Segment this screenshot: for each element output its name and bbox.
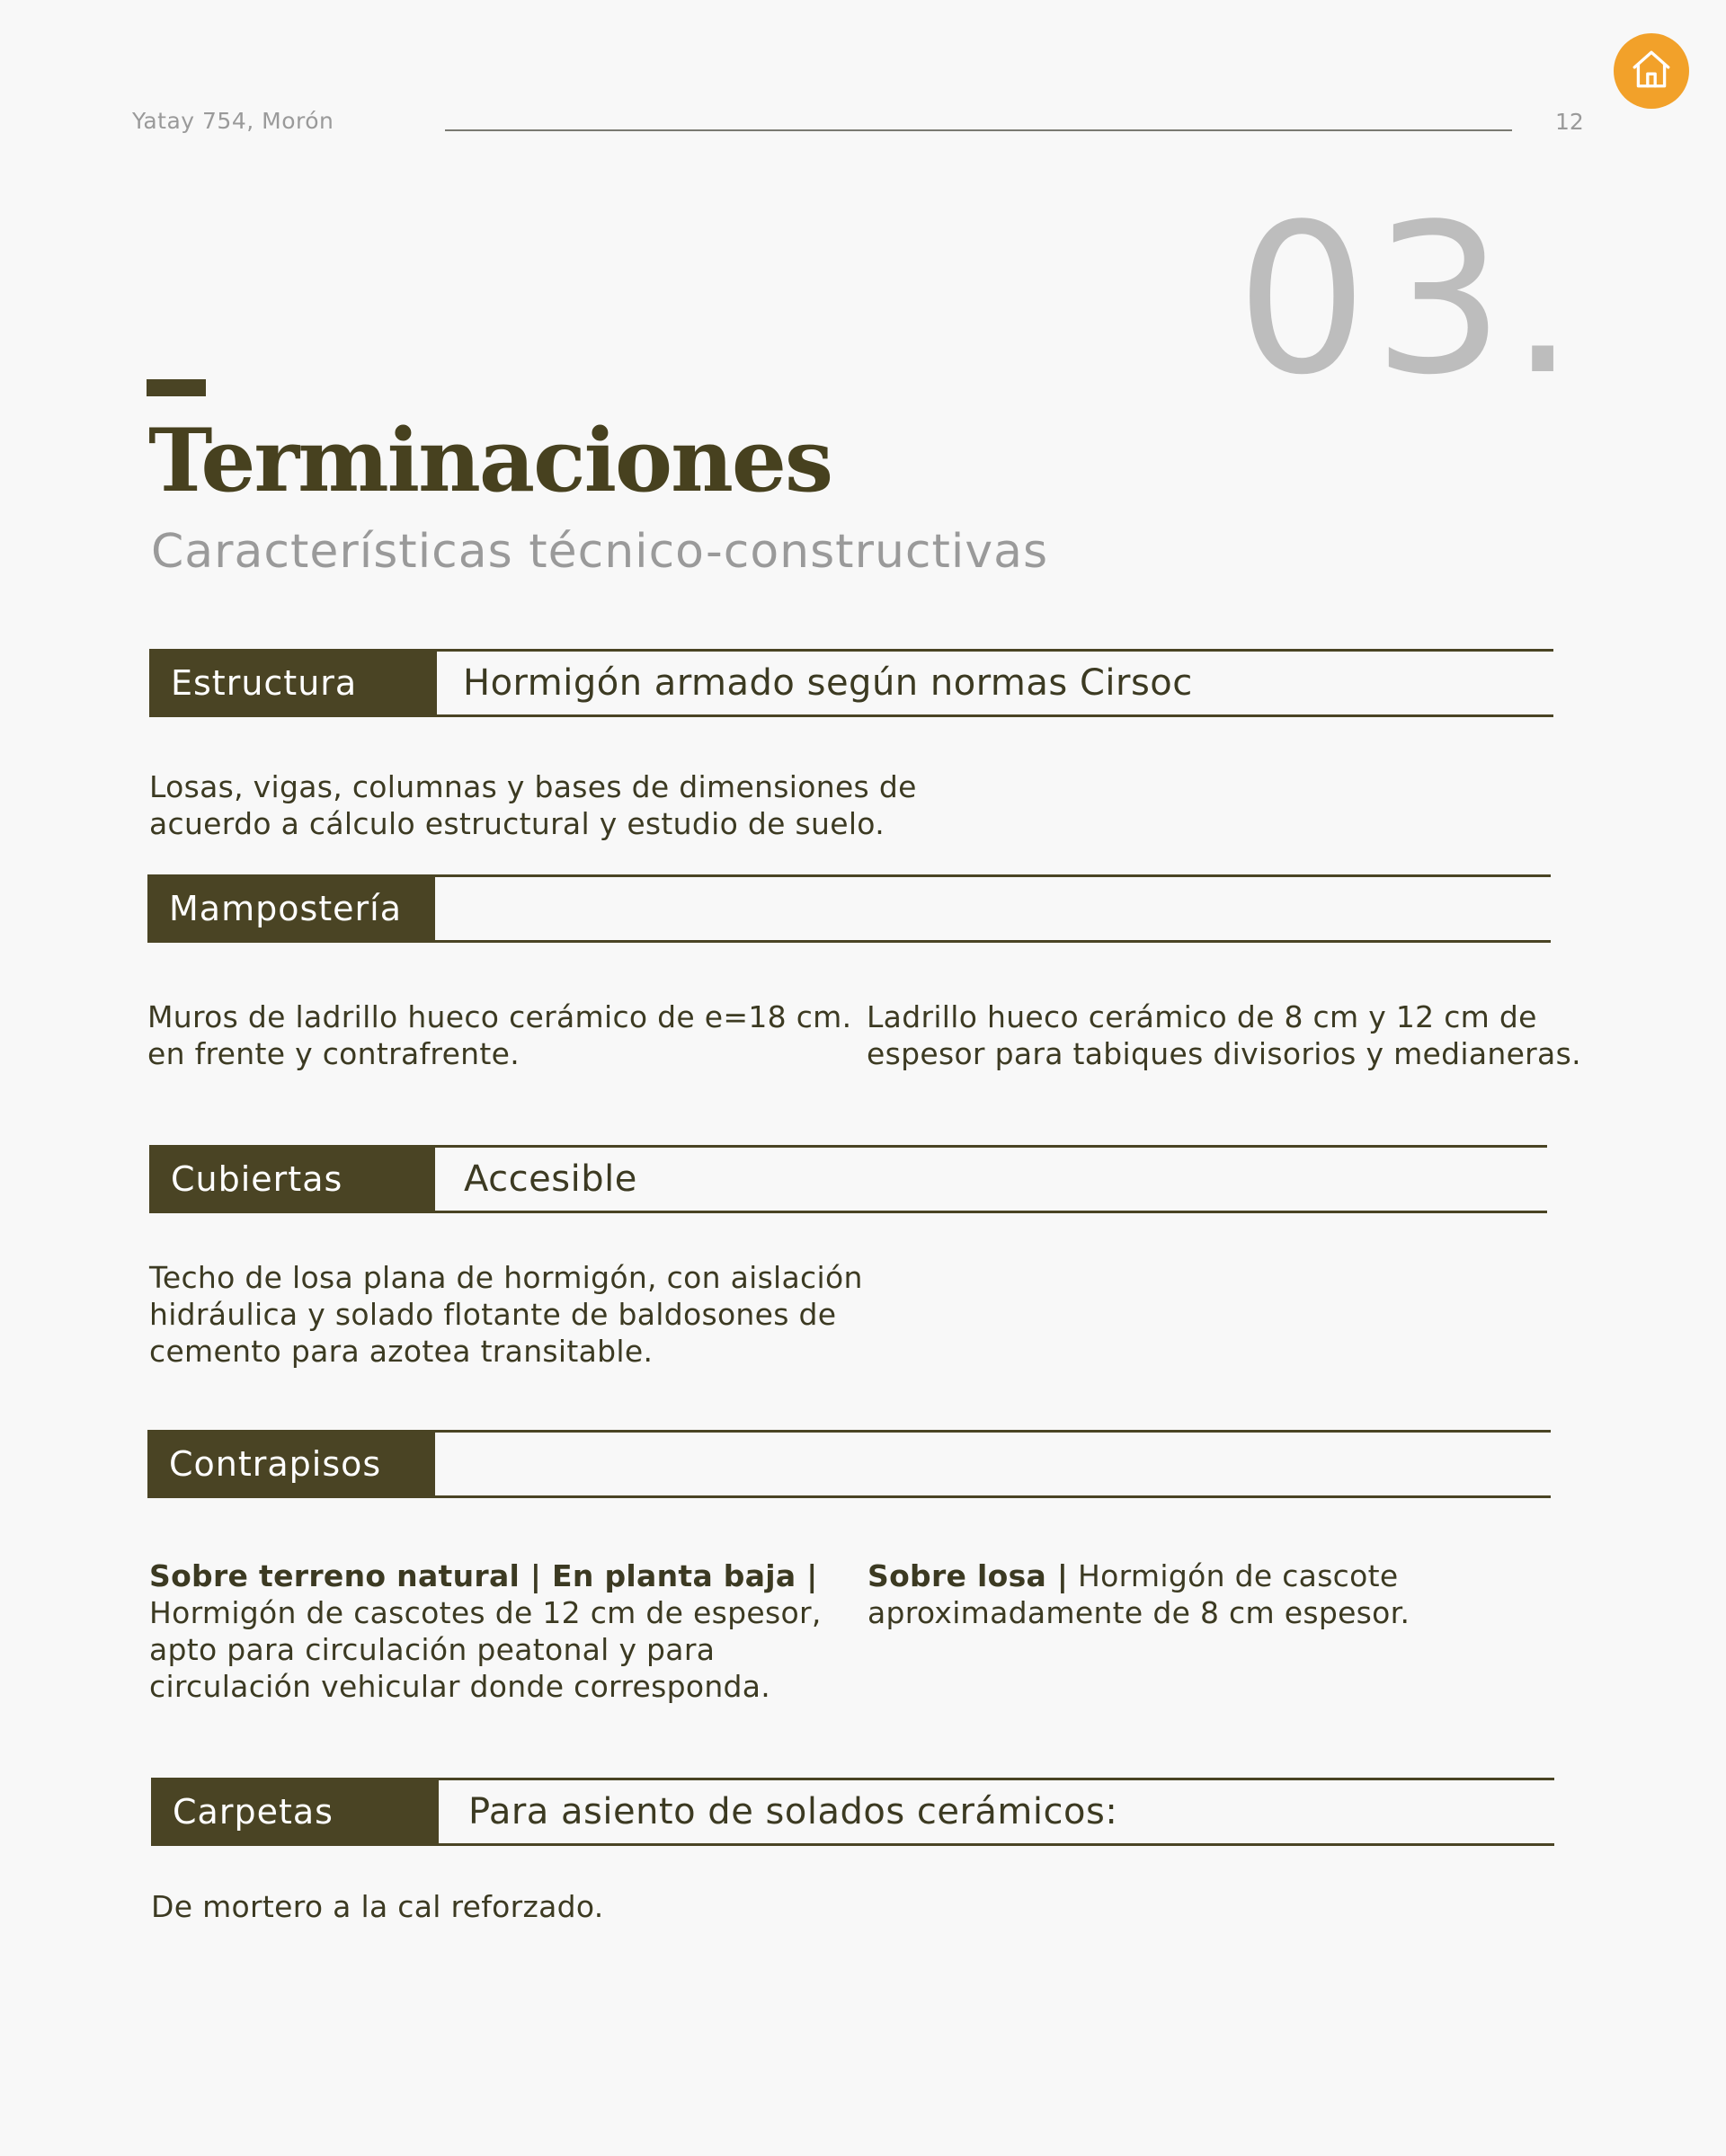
chapter-number: 03.	[1236, 181, 1581, 421]
section-contrapisos	[147, 1430, 1551, 1498]
section-desc-carpetas: Para asiento de solados cerámicos:	[468, 1791, 1118, 1832]
section-label-mamposteria: Mampostería	[147, 874, 435, 943]
carpetas-text: De mortero a la cal reforzado.	[151, 1889, 604, 1924]
header-divider	[445, 129, 1512, 131]
mamposteria-text-left: Muros de ladrillo hueco cerámico de e=18 cm. en frente y contrafrente.	[147, 999, 852, 1071]
contrapisos-text-right: Sobre losa | Hormigón de cascote aproximadamente de 8 cm espesor.	[867, 1558, 1410, 1630]
section-desc-cubiertas: Accesible	[464, 1158, 637, 1200]
estructura-text: Losas, vigas, columnas y bases de dimensiones de acuerdo a cálculo estructural y estudio de suelo.	[149, 769, 917, 841]
title-accent-bar	[147, 379, 206, 396]
contrapisos-text-left: Sobre terreno natural | En planta baja | Hormigón de cascotes de 12 cm de espesor, apto para circulación peatonal y para circulación vehicular donde corresponda.	[149, 1558, 822, 1704]
section-carpetas	[151, 1778, 1554, 1846]
section-cubiertas	[149, 1145, 1547, 1213]
page-subtitle: Características técnico-constructivas	[151, 525, 1049, 579]
section-label-carpetas: Carpetas	[151, 1778, 439, 1846]
home-button[interactable]	[1614, 33, 1689, 109]
section-label-contrapisos: Contrapisos	[147, 1430, 435, 1498]
home-icon	[1629, 47, 1674, 92]
page-number: 12	[1555, 109, 1584, 135]
section-label-cubiertas: Cubiertas	[149, 1145, 435, 1213]
section-estructura	[149, 649, 1553, 717]
mamposteria-text-right: Ladrillo hueco cerámico de 8 cm y 12 cm de espesor para tabiques divisorios y medianeras.	[867, 999, 1581, 1071]
cubiertas-text: Techo de losa plana de hormigón, con aislación hidráulica y solado flotante de baldosones de cemento para azotea transitable.	[149, 1260, 863, 1369]
address-header: Yatay 754, Morón	[132, 108, 334, 134]
section-desc-estructura: Hormigón armado según normas Cirsoc	[463, 662, 1193, 704]
section-mamposteria	[147, 874, 1551, 943]
page-title: Terminaciones	[148, 410, 832, 511]
section-label-estructura: Estructura	[149, 649, 437, 717]
